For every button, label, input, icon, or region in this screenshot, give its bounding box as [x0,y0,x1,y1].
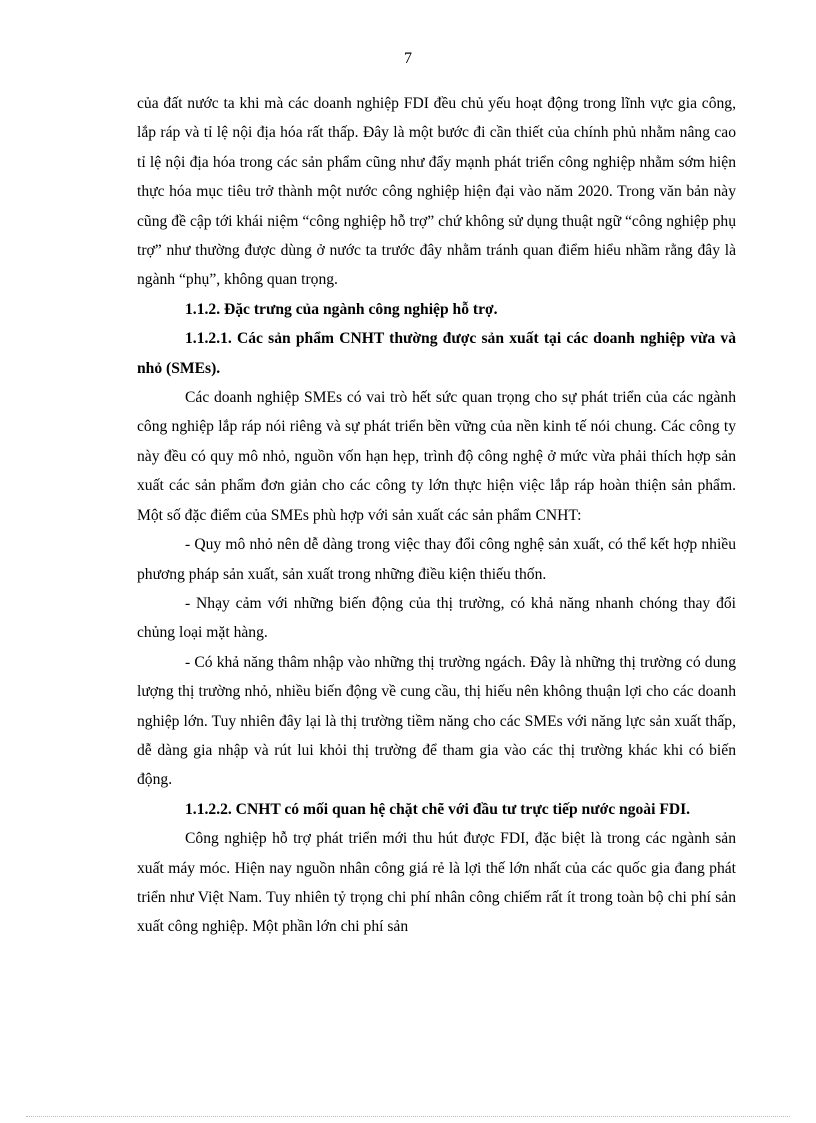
section-heading-1-1-2-1: 1.1.2.1. Các sản phẩm CNHT thường được sản xuất tại các doanh nghiệp vừa và nhỏ (SMEs). [137,330,736,377]
paragraph-fdi-attraction: Công nghiệp hỗ trợ phát triển mới thu hút được FDI, đặc biệt là trong các ngành sản xuất máy móc. Hiện nay nguồn nhân công giá rẻ là lợi thế lớn nhất của các quốc gia đang phát triển như Việt Nam. Tuy nhiên tỷ trọng chi phí nhân công chiếm rất ít trong toàn bộ chi phí sản xuất công nghiệp. Một phần lớn chi phí sản [137,830,736,936]
page-bottom-divider [26,1116,790,1117]
list-item-market-sensitivity: - Nhạy cảm với những biến động của thị trường, có khả năng nhanh chóng thay đổi chủng loại mặt hàng. [137,594,736,642]
paragraph-continued: của đất nước ta khi mà các doanh nghiệp FDI đều chủ yếu hoạt động trong lĩnh vực gia công, lắp ráp và tỉ lệ nội địa hóa rất thấp. Đây là một bước đi cần thiết của chính phủ nhằm nâng cao tỉ lệ nội địa hóa trong các sản phẩm cũng như đẩy mạnh phát triển công nghiệp nhằm sớm hiện thực hóa mục tiêu trở thành một nước công nghiệp hiện đại vào năm 2020. Trong văn bản này cũng đề cập tới khái niệm “công nghiệp hỗ trợ” chứ không sử dụng thuật ngữ “công nghiệp phụ trợ” như thường được dùng ở nước ta trước đây nhằm tránh quan điểm hiểu nhầm rằng đây là ngành “phụ”, không quan trọng. [137,95,736,289]
page-number: 7 [404,50,412,67]
paragraph-smes-role: Các doanh nghiệp SMEs có vai trò hết sức quan trọng cho sự phát triển của các ngành công nghiệp lắp ráp nói riêng và sự phát triển bền vững của nền kinh tế nói chung. Các công ty này đều có quy mô nhỏ, nguồn vốn hạn hẹp, trình độ công nghệ ở mức vừa phải thích hợp sản xuất các sản phẩm đơn giản cho các công ty lớn thực hiện việc lắp ráp hoàn thiện sản phẩm. Một số đặc điểm của SMEs phù hợp với sản xuất các sản phẩm CNHT: [137,389,736,524]
document-body [137,89,736,942]
section-heading-1-1-2: 1.1.2. Đặc trưng của ngành công nghiệp hỗ trợ. [185,300,498,318]
section-heading-1-1-2-2: 1.1.2.2. CNHT có mối quan hệ chặt chẽ với đầu tư trực tiếp nước ngoài FDI. [185,800,691,818]
list-item-small-scale: - Quy mô nhỏ nên dễ dàng trong việc thay đổi công nghệ sản xuất, có thể kết hợp nhiều phương pháp sản xuất, sản xuất trong những điều kiện thiếu thốn. [137,536,736,583]
list-item-niche-markets: - Có khả năng thâm nhập vào những thị trường ngách. Đây là những thị trường có dung lượng thị trường nhỏ, nhiều biến động về cung cầu, thị hiếu nên không thuận lợi cho các doanh nghiệp lớn. Tuy nhiên đây lại là thị trường tiềm năng cho các SMEs với năng lực sản xuất thấp, dễ dàng gia nhập và rút lui khỏi thị trường để tham gia vào các thị trường khác khi có biến động. [137,653,736,789]
